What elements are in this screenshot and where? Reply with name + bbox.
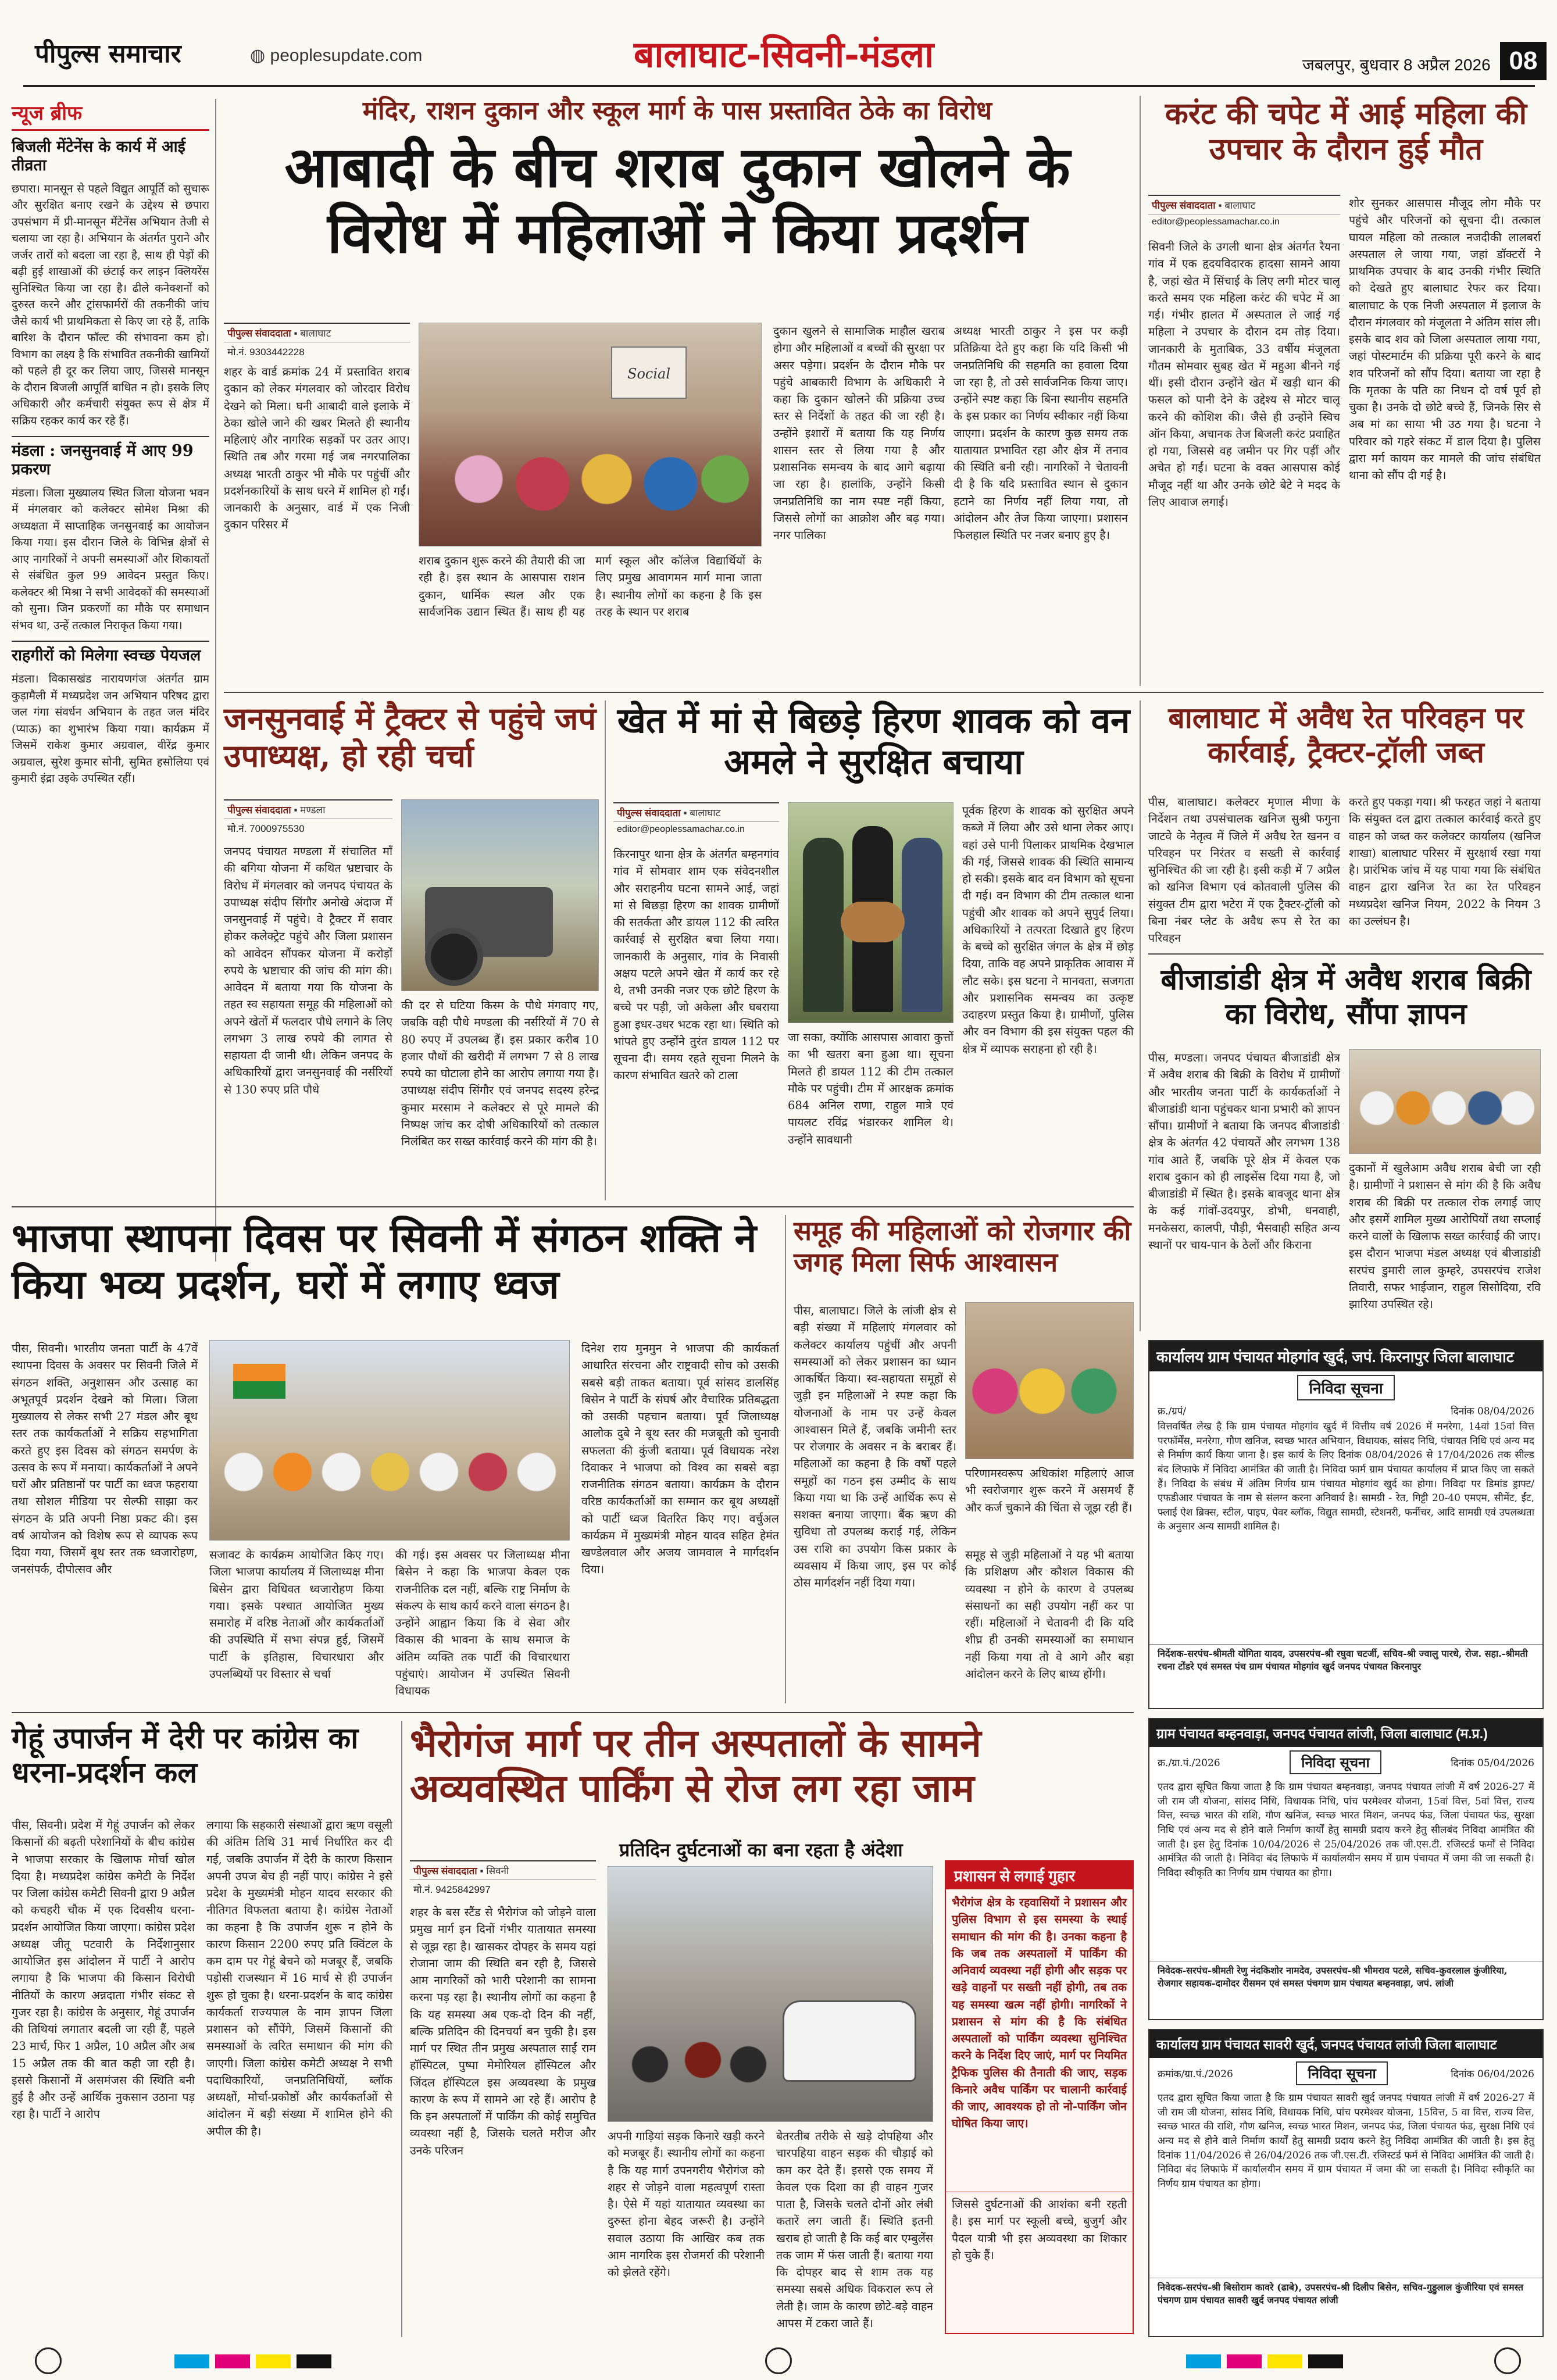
sand-headline: बालाघाट में अवैध रेत परिवहन पर कार्रवाई, ट्रैक्टर-ट्रॉली जब्त [1168,701,1524,769]
bjp-photo [209,1340,570,1541]
traffic-subhead: प्रतिदिन दुर्घटनाओं का बना रहता है अंदेशा [619,1839,903,1861]
brief-body: मंडला। विकासखंड नारायणगंज अंतर्गत ग्राम कुड़ामैली में मध्यप्रदेश जन अभियान परिषद द्वारा जल गंगा संवर्धन अभियान के तहत जल मंदिर (प्याऊ) का शुभारंभ किया गया। कार्यक्रम में जिसमें राकेश कुमार अग्रवाल, वीरेंद्र कुमार अग्रवाल, सुरेश कुमार सोनी, सुमित हसोलिया एवं कुमारी इंद्रा उइके उपस्थित रहीं। [12,673,209,785]
tender-header: कार्यालय ग्राम पंचायत मोहगांव खुर्द, जपं. किरनापुर जिला बालाघाट [1149,1341,1542,1371]
deer-body-col2: जा सका, क्योंकि आसपास आवारा कुत्तों का भी खतरा बना हुआ था। सूचना मिलते ही डायल 112 की टीम तत्काल मौके पर पहुंची। टीम में आरक्षक क्रमांक 684 अनिल राणा, राहुल मात्रे एवं पायलट रविंद्र भंडारकर शामिल थे। उन्होंने सावधानी [788,1031,954,1146]
bjp-story [12,1215,779,1703]
page-number: 08 [1500,42,1547,80]
registration-mark-icon [35,2347,62,2374]
lead-photo [419,323,762,546]
brief-body: मंडला। जिला मुख्यालय स्थित जिला योजना भवन में मंगलवार को कलेक्टर सोमेश मिश्रा की अध्यक्षता में साप्ताहिक जनसुनवाई का आयोजन किया गया। इस दौरान जिले के विभिन्न क्षेत्रों से आए नागरिकों ने अपनी समस्याओं और शिकायतों से संबंधित कुल 99 आवेदन प्रस्तुत किए। कलेक्टर श्री मिश्रा ने सभी आवेदकों की समस्याओं को सुना। जिन प्रकरणों का मौके पर समाधान संभव था, उन्हें तत्काल निराकृत किया गया। [12,486,209,632]
bijadandi-story [1148,962,1544,1331]
tender-notice-1 [1148,1340,1544,1709]
tender-date: दिनांक 06/04/2026 [1451,2068,1534,2080]
website-link[interactable]: ◍ peoplesupdate.com [250,46,423,65]
current-headline: करंट की चपेट में आई महिला की उपचार के दौरान हुई मौत [1165,96,1527,167]
news-brief-header: न्यूज ब्रीफ [12,99,209,131]
color-bar-icon [297,2354,331,2368]
masthead [23,12,1538,87]
brief-item-3 [12,641,209,787]
registration-mark-icon [1494,2347,1521,2374]
protest-crowd-shape [431,439,751,538]
deer-body-col3: पूर्वक हिरण के शावक को सुरक्षित अपने कब्जे में लिया और उसे थाना लेकर आए। वहां उसे पानी पिलाकर प्राथमिक देखभाल की गई, जिससे शावक की स्थिति सामान्य हो सकी। इसके बाद वन विभाग को सूचना दी गई। वन विभाग की टीम तत्काल थाना पहुंची और शावक को अपने सुपुर्द लिया। अधिकारियों ने तत्परता दिखाते हुए हिरण के बच्चे को सुरक्षित जंगल के क्षेत्र में छोड़ दिया, ताकि वह अपने प्राकृतिक आवास में लौट सके। इस घटना ने मानवता, सजगता और प्रशासनिक समन्वय का उत्कृष्ट उदाहरण प्रस्तुत किया है। ग्रामीणों, पुलिस और वन विभाग की इस संयुक्त पहल की क्षेत्र में व्यापक सराहना हो रही है। [962,804,1134,1056]
shg-body-left: पीस, बालाघाट। जिले के लांजी क्षेत्र से बड़ी संख्या में महिलाएं मंगलवार को कलेक्टर कार्यालय पहुंचीं और अपनी समस्याओं को लेकर प्रशासन का ध्यान आकर्षित किया। स्व-सहायता समूहों से जुड़ी इन महिलाओं ने स्पष्ट कहा कि योजनाओं के नाम पर उन्हें केवल आश्वासन मिले हैं, जबकि जमीनी स्तर पर रोजगार के अवसर न के बराबर हैं। महिलाओं का कहना है कि वर्षों पहले समूहों का गठन इस उम्मीद के साथ किया गया था कि उन्हें आर्थिक रूप से सशक्त बनाया जाएगा। बैंक ऋण की सुविधा तो उपलब्ध कराई गई, लेकिन उस राशि का उपयोग किस प्रकार के व्यवसाय में किया जाए, इस पर कोई ठोस मार्गदर्शन नहीं दिया गया। [794,1304,956,1589]
tractor-wheel [425,928,483,986]
traffic-story [410,1721,1134,2337]
tender-body: वित्तवर्षित लेख है कि ग्राम पंचायत मोहगांव खुर्द में वित्तीय वर्ष 2026 में मनरेगा, 14वां 15वां वित्त परफॉर्मेंस, मनरेगा, गौण खनिज, स्वच्छ भारत अभियान, विधायक, सांसद निधि, पंचायत निधि एवं अन्य मद से निर्माण कार्य किया जाना है। इस कार्य के लिए दिनांक 08/04/2026 से 17/04/2026 तक सील्ड बंद लिफाफे में निविदा आमंत्रित की जाती है। निविदा फार्म ग्राम पंचायत कार्यालय में प्राप्त किए जा सकते हैं। निविदा के संबंध में अंतिम निर्णय ग्राम पंचायत मोहगांव खुर्द का होगा। निविदा पर डिमांड ड्राफ्ट/एफडीआर पंचायत के नाम से संलग्न करना अनिवार्य है। सामग्री - रेत, गिट्टी 20-40 एमएम, सीमेंट, ईंट, फ्लाई ऐश ब्रिक्स, स्टील, पाइप, पेवर ब्लॉक, विद्युत सामग्री, स्टेशनरी, फर्नीचर, आदि सामग्री एवं उपलब्धता के अनुसार अन्य सामग्री शामिल है। [1158,1421,1534,1533]
flag-shape [233,1364,285,1399]
brief-item-1 [12,138,209,429]
separator-icon: ▪ [683,807,687,819]
current-death-story [1148,96,1544,686]
current-byline: पीपुल्स संवाददाता ▪ बालाघाट editor@peoplessamachar.co.in [1148,195,1340,230]
traffic-body-col2: बेतरतीब तरीके से खड़े दोपहिया और चारपहिया वाहन सड़क की चौड़ाई को कम कर देते हैं। इससे एक समय में केवल एक दिशा का ही वाहन गुजर पाता है, जिसके चलते दोनों ओर लंबी कतारें लग जाती हैं। स्थिति इतनी खराब हो जाती है कि कई बार एम्बुलेंस तक जाम में फंस जाती हैं। बताया गया कि दोपहर बाद से शाम तक यह समस्या सबसे अधिक विकराल रूप ले लेती है। जाम के कारण छोटे-बड़े वाहन आपस में टकरा जाते हैं। [776,2129,933,2330]
bijadandi-body-right: दुकानों में खुलेआम अवैध शराब बेची जा रही है। ग्रामीणों ने प्रशासन से मांग की है कि अवैध शराब की बिक्री पर तत्काल रोक लगाई जाए और इसमें शामिल मुख्य आरोपियों तथा सप्लाई करने वालों के खिलाफ सख्त कार्रवाई की जाए। इस दौरान भाजपा मंडल अध्यक्ष एवं बीजाडांडी सरपंच डुमारी लाल कुम्हरे, उपसरपंच राजेश तिवारी, सफर भाईजान, राहुल सिसोदिया, रवि झारिया उपस्थित रहे। [1349,1162,1541,1311]
section-title: बालाघाट-सिवनी-मंडला [634,33,934,76]
tender-header: कार्यालय ग्राम पंचायत सावरी खुर्द, जनपद पंचायत लांजी जिला बालाघाट [1149,2030,1542,2058]
bjp-headline: भाजपा स्थापना दिवस पर सिवनी में संगठन शक्ति ने किया भव्य प्रदर्शन, घरों में लगाए ध्वज [12,1215,757,1309]
tender-date: दिनांक 05/04/2026 [1451,1757,1534,1769]
paper-name: पीपुल्स समाचार [35,39,181,69]
tender-notice-2 [1148,1718,1544,2020]
congress-body-col1: पीस, सिवनी। प्रदेश में गेहूं उपार्जन को लेकर किसानों की बढ़ती परेशानियों के बीच कांग्रेस ने भाजपा सरकार के खिलाफ मोर्चा खोल दिया है। मध्यप्रदेश कांग्रेस कमेटी के निर्देश पर जिला कांग्रेस कमेटी सिवनी द्वारा 9 अप्रैल को कचहरी चौक में एक दिवसीय धरना-प्रदर्शन आयोजित किया जाएगा। कांग्रेस प्रदेश अध्यक्ष जीतू पटवारी के निर्देशानुसार आयोजित इस आंदोलन में पार्टी ने आरोप लगाया है कि भाजपा की किसान विरोधी नीतियों के कारण अन्नदाता गंभीर संकट से गुजर रहा है। कांग्रेस के अनुसार, गेहूं उपार्जन की तिथियां लगातार बदली जा रही हैं, पहले 23 मार्च, फिर 1 अप्रैल, 10 अप्रैल और अब 15 अप्रैल तक की बात कही जा रही है। इससे किसानों में असमंजस की स्थिति बनी हुई है और उन्हें आर्थिक नुकसान उठाना पड़ रहा है। पार्टी ने आरोप [12,1818,195,2121]
color-bar-icon [1267,2354,1302,2368]
brief-item-2 [12,436,209,634]
group-shape [1355,1079,1535,1152]
person-shape [803,838,844,1012]
lead-headline: आबादी के बीच शराब दुकान खोलने के विरोध में महिलाओं ने किया प्रदर्शन [284,134,1070,266]
congress-story [12,1721,395,2337]
tender-ref: क्र./ग्रा.पं./2026 [1158,1757,1220,1769]
bijadandi-photo [1349,1049,1541,1154]
women-shape [972,1349,1129,1454]
tender-body: एतद द्वारा सूचित किया जाता है कि ग्राम पंचायत बम्हनवाड़ा, जनपद पंचायत लांजी में वर्ष 2026-27 में जी राम जी योजना, सांसद निधि, विधायक निधि, पांच परमेश्वर योजना, 15वां वित्त, 5वां वित्त, राज्य वित्त, स्वच्छ भारत की राशि, गौण खनिज, स्वच्छ भारत मिशन, जनपद फंड, जिला पंचायत फंड, सुरक्षा निधि एवं अन्य मद से होने वाले निर्माण कार्यों हेतु सामग्री प्रदाय करने हेतु सीलबंद निविदा आमंत्रित की जाती है। इस हेतु दिनांक 10/04/2026 से 25/04/2026 तक जी.एस.टी. रजिस्टर्ड फर्मों से निविदा आमंत्रित की जाती है। निविदा बंद लिफाफे में कार्यालयीन समय में ग्राम पंचायत में जमा की जा सकती है। निविदा स्वीकृति का निर्णय ग्राम पंचायत का होगा। [1158,1781,1534,1879]
traffic-byline: पीपुल्स संवाददाता ▪ सिवनी मो.नं. 9425842997 [410,1860,596,1898]
color-bar-icon [215,2354,250,2368]
brief-title: राहगीरों को मिलेगा स्वच्छ पेयजल [12,646,201,665]
tender-footer: निवेदक-सरपंच-श्रीमती रेणु नंदकिशोर नामदेव, उपसरपंच-श्री भीमराव पटले, सचिव-कुवरलाल कुंजीरिया, रोजगार सहायक-दामोदर रीसमन एवं समस्त पंचगण ग्राम पंचायत बम्हनवाड़ा, जपं. लांजी [1149,1961,1542,1992]
deer-story [613,701,1134,1200]
car-shape [783,2000,916,2082]
shg-headline: समूह की महिलाओं को रोजगार की जगह मिला सिर्फ आश्वासन [794,1215,1131,1278]
tender-footer: निर्देशक-सरपंच-श्रीमती योगिता यादव, उपसरपंच-श्री रघुवा चटर्जी, सचिव-श्री ज्वालु पारधे, रोज. सहा.-श्रीमती रचना टोंडरे एवं समस्त पंच ग्राम पंचायत मोहगांव खुर्द जनपद पंचायत किरनापुर [1149,1644,1542,1675]
news-brief [12,99,209,1262]
issue-date: जबलपुर, बुधवार 8 अप्रैल 2026 [1302,56,1491,74]
bijadandi-body-left: पीस, मण्डला। जनपद पंचायत बीजाडांडी क्षेत्र में अवैध शराब की बिक्री के विरोध में ग्रामीणों और भारतीय जनता पार्टी के कार्यकर्ताओं ने बीजाडांडी थाना पहुंचकर थाना प्रभारी को ज्ञापन सौंपा। ग्रामीणों ने बताया कि जनपद बीजाडांडी क्षेत्र के अंतर्गत 42 पंचायतें और लगभग 138 गांव आते हैं, जबकि पूरे क्षेत्र में केवल एक शराब दुकान को ही लाइसेंस दिया गया है, जो बीजाडांडी में स्थित है। इसके बावजूद थाना क्षेत्र के कई गांवों-उदयपुर, डोभी, धनवाही, मनकेसरा, कालपी, पौड़ी, भैसवाही सहित अन्य स्थानों पर चाय-पान के ठेलों और किराना [1148,1051,1340,1252]
deer-body-col1: किरनापुर थाना क्षेत्र के अंतर्गत बम्हनगांव गांव में सोमवार शाम एक संवेदनशील और सराहनीय घटना सामने आई, जहां मां से बिछड़ा हिरण का शावक ग्रामीणों की सतर्कता और डायल 112 की त्वरित कार्रवाई से सुरक्षित बचा लिया गया। जानकारी के अनुसार, गांव के निवासी अक्षय पटले अपने खेत में कार्य कर रहे थे, तभी उनकी नजर एक छोटे हिरण के बच्चे पर पड़ी, जो अकेला और घबराया हुआ इधर-उधर भटक रहा था। स्थिति को भांपते हुए उन्होंने तुरंत डायल 112 पर सूचना दी। समय रहते सूचना मिलने के कारण संभावित खतरे को टाला [613,848,779,1082]
registration-mark-icon [765,2347,792,2374]
tender-ref: क्र./ग्रपं/ [1158,1406,1187,1417]
tender-title: निविदा सूचना [1296,2061,1387,2085]
brief-title: बिजली मेंटेनेंस के कार्य में आई तीव्रता [12,138,185,174]
tender-header: ग्राम पंचायत बम्हनवाड़ा, जनपद पंचायत लांजी, जिला बालाघाट (म.प्र.) [1149,1719,1542,1747]
color-bar-icon [1227,2354,1262,2368]
traffic-headline: भैरोगंज मार्ग पर तीन अस्पतालों के सामने अव्यवस्थित पार्किंग से रोज लग रहा जाम [410,1720,981,1811]
shg-body-right: समूह से जुड़ी महिलाओं ने यह भी बताया कि प्रशिक्षण और कौशल विकास की व्यवस्था न होने के कारण वे उपलब्ध संसाधनों का सही उपयोग नहीं कर पा रहीं। महिलाओं ने चेतावनी दी कि यदि शीघ्र ही उनकी समस्याओं का समाधान नहीं किया गया तो वे आगे और बड़ा आंदोलन करने के लिए बाध्य होंगी। [965,1548,1134,1681]
tractor-headline: जनसुनवाई में ट्रैक्टर से पहुंचे जपं उपाध्यक्ष, हो रही चर्चा [224,700,597,774]
tractor-story [224,701,599,1200]
separator-icon: ▪ [294,805,298,816]
lead-story [224,96,1131,686]
lead-kicker: मंदिर, राशन दुकान और स्कूल मार्ग के पास प्रस्तावित ठेके का विरोध [362,96,992,126]
brief-body: छपारा। मानसून से पहले विद्युत आपूर्ति को सुचारू और सुरक्षित बनाए रखने के उद्देश्य से छपारा उपसंभाग में प्री-मानसून मेंटेनेंस अभियान तेजी से चलाया जा रहा है। अभियान के अंतर्गत पुराने और जर्जर तारों को बदला जा रहा है, साथ ही पेड़ों की बढ़ी हुई शाखाओं की छंटाई कर लाइन क्लियरेंस सुनिश्चित किया जा रहा है। ढीले कनेक्शनों को दुरुस्त करने और ट्रांसफार्मरों की तकनीकी जांच जैसे कार्य भी प्राथमिकता से किए जा रहे हैं, ताकि बारिश के दौरान फॉल्ट की संभावना कम हो। विभाग का लक्ष्य है कि संभावित तकनीकी खामियों को पहले ही दूर कर लिया जाए, जिससे मानसून के दौरान बिजली आपूर्ति बाधित न हो। इसके लिए अधिकारी और कर्मचारी संयुक्त रूप से क्षेत्र में सक्रिय रहकर कार्य कर रहे हैं। [12,182,209,427]
tender-title: निविदा सूचना [1297,1375,1394,1400]
bijadandi-headline: बीजाडांडी क्षेत्र में अवैध शराब बिक्री का विरोध, सौंपा ज्ञापन [1160,962,1531,1031]
traffic-photo-caption: अपनी गाड़ियां सड़क किनारे खड़ी करने को मजबूर हैं। स्थानीय लोगों का कहना है कि यह मार्ग उपनगरीय भैरोगंज को शहर से जोड़ने वाला महत्वपूर्ण रास्ता है। ऐसे में यहां यातायात व्यवस्था का दुरुस्त होना बेहद जरूरी है। उन्होंने सवाल उठाया कि आखिर कब तक आम नागरिक इस रोजमर्रा की परेशानी को झेलते रहेंगे। [608,2129,765,2279]
crowd-shape [216,1428,565,1538]
tender-date: दिनांक 08/04/2026 [1451,1406,1534,1417]
traffic-body-col1: शहर के बस स्टैंड से भैरोगंज को जोड़ने वाला प्रमुख मार्ग इन दिनों गंभीर यातायात समस्या से जूझ रहा है। खासकर दोपहर के समय यहां रोजाना जाम की स्थिति बन रही है, जिससे आम नागरिकों को भारी परेशानी का सामना करना पड़ रहा है। स्थानीय लोगों का कहना है कि यह समस्या अब एक-दो दिन की नहीं, बल्कि प्रतिदिन की दिनचर्या बन चुकी है। इस मार्ग पर स्थित तीन प्रमुख अस्पताल साईं राम हॉस्पिटल, पुष्पा मेमोरियल हॉस्पिटल और जिंदल हॉस्पिटल इस अव्यवस्था के प्रमुख कारण के रूप में सामने आ रहे हैं। आरोप है कि इन अस्पतालों में पार्किंग की कोई समुचित व्यवस्था नहीं है, जिसके चलते मरीज और उनके परिजन [410,1906,596,2157]
side-box-tail: जिससे दुर्घटनाओं की आशंका बनी रहती है। इस मार्ग पर स्कूली बच्चे, बुजुर्ग और पैदल यात्री भी इस अव्यवस्था का शिकार हो चुके हैं। [946,2192,1133,2267]
side-box-title: प्रशासन से लगाई गुहार [946,1861,1133,1889]
tractor-body-col2: की दर से घटिया किस्म के पौधे मंगवाए गए, जबकि वही पौधे मण्डला की नर्सरियों में 70 से 80 रुपए में उपलब्ध हैं। इस प्रकार करीब 10 हजार पौधों की खरीदी में लगभग 7 से 8 लाख रुपये का घोटाला होने का आरोप लगाया गया है। उपाध्यक्ष संदीप सिंगौर एवं जनपद सदस्य हरेन्द्र कुमार मरसाम ने कलेक्टर से पूरे मामले की निष्पक्ष जांच कर दोषी अधिकारियों को तत्काल निलंबित कर सख्त कार्रवाई करने की मांग की है। [401,999,599,1148]
separator-icon: ▪ [480,1866,484,1877]
globe-icon: ◍ [250,46,270,65]
person-shape [902,838,942,1012]
lead-photo-caption: शराब दुकान शुरू करने की तैयारी की जा रही है। इस स्थान के आसपास राशन दुकान, धार्मिक स्थल और एक सार्वजनिक उद्यान स्थित हैं। साथ ही यह मार्ग स्कूल और कॉलेज विद्यार्थियों के लिए प्रमुख आवागमन मार्ग माना जाता है। स्थानीय लोगों का कहना है कि इस तरह के स्थान पर शराब [419,554,762,619]
separator-icon: ▪ [294,328,298,339]
congress-body-col2: लगाया कि सहकारी संस्थाओं द्वारा ऋण वसूली की अंतिम तिथि 31 मार्च निर्धारित कर दी गई, जबकि उपार्जन में देरी के कारण किसान अपनी उपज बेच ही नहीं पाए। कांग्रेस ने इसे प्रदेश के मुख्यमंत्री मोहन यादव सरकार की नीतिगत विफलता बताया है। कांग्रेस नेताओं का कहना है कि उपार्जन शुरू न होने के कारण किसान 2200 रुपए प्रति क्विंटल के कम दाम पर गेहूं बेचने को मजबूर हैं, जबकि पड़ोसी राजस्थान में 16 मार्च से ही उपार्जन शुरू हो चुका है। धरना-प्रदर्शन के बाद कांग्रेस कार्यकर्ता राज्यपाल के नाम ज्ञापन जिला प्रशासन को सौंपेंगे, जिसमें किसानों की समस्याओं के त्वरित समाधान की मांग की जाएगी। जिला कांग्रेस कमेटी अध्यक्ष ने सभी पदाधिकारियों, जनप्रतिनिधियों, ब्लॉक अध्यक्षों, मोर्चा-प्रकोष्ठों और कार्यकर्ताओं से आंदोलन में बड़ी संख्या में शामिल होने की अपील की है। [206,1818,392,2138]
lead-body-col2: दुकान खुलने से सामाजिक माहौल खराब होगा और महिलाओं व बच्चों की सुरक्षा पर असर पड़ेगा। प्रदर्शन के दौरान मौके पर पहुंचे आबकारी विभाग के अधिकारी ने कहा कि दुकान खोलने की प्रक्रिया उच्च स्तर से निर्देशों के तहत की जा रही है। उन्होंने इशारों में बताया कि यह निर्णय शासन स्तर से लिया गया है और प्रशासनिक समन्वय के बाद आगे बढ़ाया जा रहा है। हालांकि, उन्होंने किसी जनप्रतिनिधि का नाम स्पष्ट नहीं किया, जिससे लोगों का आक्रोश और बढ़ गया। नगर पालिका [773,324,945,542]
deer-headline: खेत में मां से बिछड़े हिरण शावक को वन अमले ने सुरक्षित बचाया [617,701,1130,782]
shg-story [794,1215,1134,1703]
bjp-photo-caption: सजावट के कार्यक्रम आयोजित किए गए। जिला भाजपा कार्यालय में जिलाध्यक्ष मीना बिसेन द्वारा विधिवत ध्वजारोहण किया गया। इसके पश्चात आयोजित मुख्य समारोह में वरिष्ठ नेताओं और कार्यकर्ताओं की उपस्थिति में सभा संपन्न हुई, जिसमें पार्टी के इतिहास, विचारधारा और उपलब्धियों पर विस्तार से चर्चा [209,1548,384,1681]
color-bar-icon [1308,2354,1343,2368]
traffic-photo [608,1866,933,2122]
bjp-body-col1: पीस, सिवनी। भारतीय जनता पार्टी के 47वें स्थापना दिवस के अवसर पर सिवनी जिले में संगठन शक्ति, अनुशासन और उत्साह का अभूतपूर्व प्रदर्शन देखने को मिला। जिला मुख्यालय से लेकर सभी 27 मंडल और बूथ स्तर तक कार्यकर्ताओं ने सक्रिय सहभागिता करते हुए इस दिवस को संगठन समर्पण के उत्सव के रूप में मनाया। कार्यकर्ताओं ने अपने घरों और प्रतिष्ठानों पर पार्टी का ध्वज फहराया तथा सोशल मीडिया पर सेल्फी साझा कर संगठन के प्रति अपनी निष्ठा प्रकट की। इस वर्ष आयोजन को विशेष रूप से व्यापक रूप दिया गया, जिसमें बूथ स्तर तक ध्वजारोहण, जनसंपर्क, दीपोत्सव और [12,1342,198,1577]
deer-byline: पीपुल्स संवाददाता ▪ बालाघाट editor@peoplessamachar.co.in [613,802,779,837]
bjp-body-col3: दिनेश राय मुनमुन ने भाजपा की कार्यकर्ता आधारित संरचना और राष्ट्रवादी सोच को उसकी सबसे बड़ी ताकत बताया। पूर्व सांसद डालसिंह बिसेन ने पार्टी के संघर्ष और वैचारिक प्रतिबद्धता को उसकी पहचान बताया। पूर्व जिलाध्यक्ष आलोक दुबे ने बूथ स्तर की मजबूती को चुनावी सफलता की कुंजी बताया। पूर्व विधायक नरेश दिवाकर ने भाजपा को विश्व का सबसे बड़ा राजनीतिक संगठन बताया। कार्यक्रम के दौरान वरिष्ठ कार्यकर्ताओं का सम्मान कर बूथ अध्यक्षों को पार्टी ध्वज वितरित किए गए। वर्चुअल कार्यक्रम में मुख्यमंत्री मोहन यादव सहित हेमंत खण्डेलवाल और अजय जामवाल ने मार्गदर्शन दिया। [581,1342,779,1577]
sand-body-right: करते हुए पकड़ा गया। श्री फरहत जहां ने बताया कि संयुक्त दल द्वारा तत्काल कार्रवाई करते हुए वाहन को जब्त कर कलेक्टर कार्यालय (खनिज शाखा) बालाघाट परिसर में सुरक्षार्थ रखा गया है। प्रारंभिक जांच में यह पाया गया कि संबंधित वाहन द्वारा खनिज रेत का रेत परिवहन मध्यप्रदेश खनिज नियम, 2022 के नियम 3 का उल्लंघन है। [1349,795,1541,928]
paper-logo [35,35,181,70]
shg-photo [965,1302,1134,1459]
bikes-shape [620,2012,771,2099]
tender-ref: क्रमांक/ग्रा.पं./2026 [1158,2068,1233,2080]
lead-body-col1: शहर के वार्ड क्रमांक 24 में प्रस्तावित शराब दुकान को लेकर मंगलवार को जोरदार विरोध देखने को मिला। घनी आबादी वाले इलाके में ठेका खोले जाने की खबर मिलते ही स्थानीय महिलाएं और नागरिक सड़कों पर उतर आए। स्थिति तब और गरमा गई जब नगरपालिका अध्यक्ष भारती ठाकुर भी मौके पर पहुंचीं और प्रदर्शनकारियों के साथ धरने में शामिल हो गईं। जानकारी के अनुसार, वार्ड में एक निजी दुकान परिसर में [224,365,410,532]
deer-photo [788,802,954,1023]
tractor-byline: पीपुल्स संवाददाता ▪ मण्डला मो.नं. 7000975530 [224,799,392,837]
color-bar-icon [174,2354,209,2368]
traffic-side-box [945,1860,1134,2334]
print-marks [0,2343,1557,2380]
color-bar-icon [256,2354,291,2368]
tender-notice-3 [1148,2029,1544,2337]
tractor-photo [401,799,599,991]
side-box-body: भैरोगंज क्षेत्र के रहवासियों ने प्रशासन और पुलिस विभाग से इस समस्या के स्थाई समाधान की मांग की है। उनका कहना है कि जब तक अस्पतालों में पार्किंग की अनिवार्य व्यवस्था नहीं होगी और सड़क पर खड़े वाहनों पर सख्ती नहीं होगी, तब तक यह समस्या खत्म नहीं होगी। नागरिकों ने प्रशासन से मांग की है कि संबंधित अस्पतालों को पार्किंग व्यवस्था सुनिश्चित करने के निर्देश दिए जाएं, मार्ग पर नियमित ट्रैफिक पुलिस की तैनाती की जाए, सड़क किनारे अवैध पार्किंग पर चालानी कार्रवाई की जाए, आवश्यक हो तो नो-पार्किंग जोन घोषित किया जाए। [952,1896,1127,2131]
congress-headline: गेहूं उपार्जन में देरी पर कांग्रेस का धरना-प्रदर्शन कल [12,1721,359,1789]
tractor-body-col1: जनपद पंचायत मण्डला में संचालित माँ की बगिया योजना में कथित भ्रष्टाचार के विरोध में मंगलवार को जनपद पंचायत के उपाध्यक्ष संदीप सिंगौर अनोखे अंदाज में जनसुनवाई में पहुंचे। वे ट्रैक्टर में सवार होकर कलेक्ट्रेट पहुंचे और जिला प्रशासन को आवेदन सौंपकर योजना में करोड़ों रुपये के भ्रष्टाचार की जांच की मांग की। आवेदन में बताया गया कि योजना के तहत स्व सहायता समूह की महिलाओं को अपने खेतों में फलदार पौधे लगाने के लिए लगभग 3 लाख रुपये की लागत से सहायता दी जानी थी। लेकिन जनपद के अधिकारियों द्वारा जनसुनवाई की नर्सरियों से 130 रुपए प्रति पौधे [224,845,392,1096]
separator-icon: ▪ [1218,200,1222,211]
shg-photo-caption: परिणामस्वरूप अधिकांश महिलाएं आज भी स्वरोजगार शुरू करने में असमर्थ हैं और कर्ज चुकाने की चिंता से जूझ रही हैं। [965,1467,1134,1514]
tender-title: निविदा सूचना [1290,1750,1381,1774]
current-body-right: शोर सुनकर आसपास मौजूद लोग मौके पर पहुंचे और परिजनों को सूचना दी। तत्काल घायल महिला को तत्काल नजदीकी लालबर्रा अस्पताल ले जाया गया, जहां डॉक्टरों ने प्राथमिक उपचार के बाद उनकी गंभीर स्थिति को देखते हुए बालाघाट रेफर कर दिया। बालाघाट के एक निजी अस्पताल में इलाज के दौरान मंगलवार को मंजूलता ने अंतिम सांस ली। इसके बाद शव को जिला अस्पताल लाया गया, जहां पोस्टमार्टम की प्रक्रिया पूरी करने के बाद शव परिजनों को सौंप दिया। बताया जा रहा है कि मृतका के पति का निधन दो वर्ष पूर्व हो चुका है। उनके दो छोटे बच्चे हैं, जिनके सिर से अब मां का साया भी उठ गया है। घटना ने परिवार को गहरे संकट में डाल दिया है। पुलिस द्वारा मर्ग कायम कर मामले की जांच संबंधित थाना को सौंप दी गई है। [1349,196,1541,482]
shop-sign: Social [611,346,687,399]
sand-body-left: पीस, बालाघाट। कलेक्टर मृणाल मीणा के निर्देशन तथा उपसंचालक खनिज सुश्री फगुना जाटवे के नेतृत्व में जिले में अवैध रेत खनन व परिवहन पर निरंतर व सख्ती से कार्रवाई सुनिश्चित की जा रही है। इसी कड़ी में 7 अप्रैल को खनिज विभाग एवं कोतवाली पुलिस की संयुक्त टीम द्वारा भटेरा में एक ट्रैक्टर-ट्रॉली को बिना नंबर प्लेट के अवैध रूप से रेत का परिवहन [1148,795,1340,945]
current-body-left: सिवनी जिले के उगली थाना क्षेत्र अंतर्गत रैयना गांव में एक हृदयविदारक हादसा सामने आया है, जहां खेत में सिंचाई के लिए लगी मोटर चालू करते समय एक महिला करंट की चपेट में आ गई। गंभीर हालत में अस्पताल ले जाई गई महिला ने उपचार के दौरान दम तोड़ दिया। जानकारी के मुताबिक, 33 वर्षीय मंजूलता गौतम सोमवार सुबह खेत में महुआ बीनने गई थीं। इसी दौरान उन्होंने खेत में खड़ी धान की फसल को पानी देने के उद्देश्य से मोटर चालू करने की कोशिश की। जैसे ही उन्होंने स्विच ऑन किया, अचानक तेज बिजली करंट प्रवाहित हो गया, जिससे वह जमीन पर गिर पड़ीं और अचेत हो गईं। घटना के वक्त आसपास कोई मौजूद नहीं था और उनके छोटे बेटे ने मदद के लिए आवाज लगाई। [1148,240,1340,509]
tender-footer: निवेदक-सरपंच-श्री बिसोराम कावरे (ढाबे), उपसरपंच-श्री दिलीप बिसेन, सचिव-गुड्डुलाल कुंजीरिया एवं समस्त पंचगण ग्राम पंचायत सावरी खुर्द जनपद पंचायत लांजी [1149,2278,1542,2308]
brief-title: मंडला : जनसुनवाई में आए 99 प्रकरण [12,442,194,479]
lead-body-col3: अध्यक्ष भारती ठाकुर ने इस पर कड़ी प्रतिक्रिया देते हुए कहा कि यदि किसी भी जनप्रतिनिधि की सहमति का हवाला दिया जा रहा है, तो उसे सार्वजनिक किया जाए। उन्होंने स्पष्ट कहा कि बिना स्थानीय सहमति के इस प्रकार का निर्णय स्वीकार नहीं किया जाएगा। प्रदर्शन के कारण कुछ समय तक यातायात प्रभावित रहा और क्षेत्र में तनाव की स्थिति बनी रही। नागरिकों ने चेतावनी दी है कि यदि प्रस्तावित स्थान से दुकान हटाने का निर्णय नहीं लिया गया, तो आंदोलन और तेज किया जाएगा। प्रशासन फिलहाल स्थिति पर नजर बनाए हुए है। [954,324,1128,542]
bjp-body-col2: की गई। इस अवसर पर जिलाध्यक्ष मीना बिसेन ने कहा कि भाजपा केवल एक राजनीतिक दल नहीं, बल्कि राष्ट्र निर्माण के संकल्प के साथ कार्य करने वाला संगठन है। उन्होंने आह्वान किया कि वे सेवा और विकास की भावना के साथ समाज के अंतिम व्यक्ति तक पार्टी की विचारधारा पहुंचाएं। आयोजन में उपस्थित सिवनी विधायक [395,1548,570,1698]
lead-byline: पीपुल्स संवाददाता ▪ बालाघाट मो.नं. 9303442228 [224,323,410,360]
fawn-shape [841,902,905,942]
sand-story [1148,701,1544,950]
color-bar-icon [1186,2354,1221,2368]
tender-body: एतद द्वारा सूचित किया जाता है कि ग्राम पंचायत सावरी खुर्द जनपद पंचायत लांजी में वर्ष 2026-27 में जी राम जी योजना, सांसद निधि, विधायक निधि, पांच परमेश्वर योजना, 15वित्त, 5 वा वित्त, राज्य वित्त, स्वच्छ भारत की राशि, गौण खनिज, स्वच्छ भारत मिशन, जनपद फंड, जिला पंचायत फंड, सुरक्षा निधि एवं अन्य मद से होने वाले निर्माण कार्यों हेतु सामग्री प्रदाय करने हेतु निविदा आमंत्रित की जाती है। इस हेतु दिनांक 11/04/2026 से 26/04/2026 तक जी.एस.टी. रजिस्टर्ड फर्म से निविदा आमंत्रित की जाती है। निविदा बंद लिफाफे में कार्यालयीन समय में ग्राम पंचायत में जमा की जा सकती है। निविदा स्वीकृति का निर्णय ग्राम पंचायत का होगा। [1158,2092,1534,2190]
